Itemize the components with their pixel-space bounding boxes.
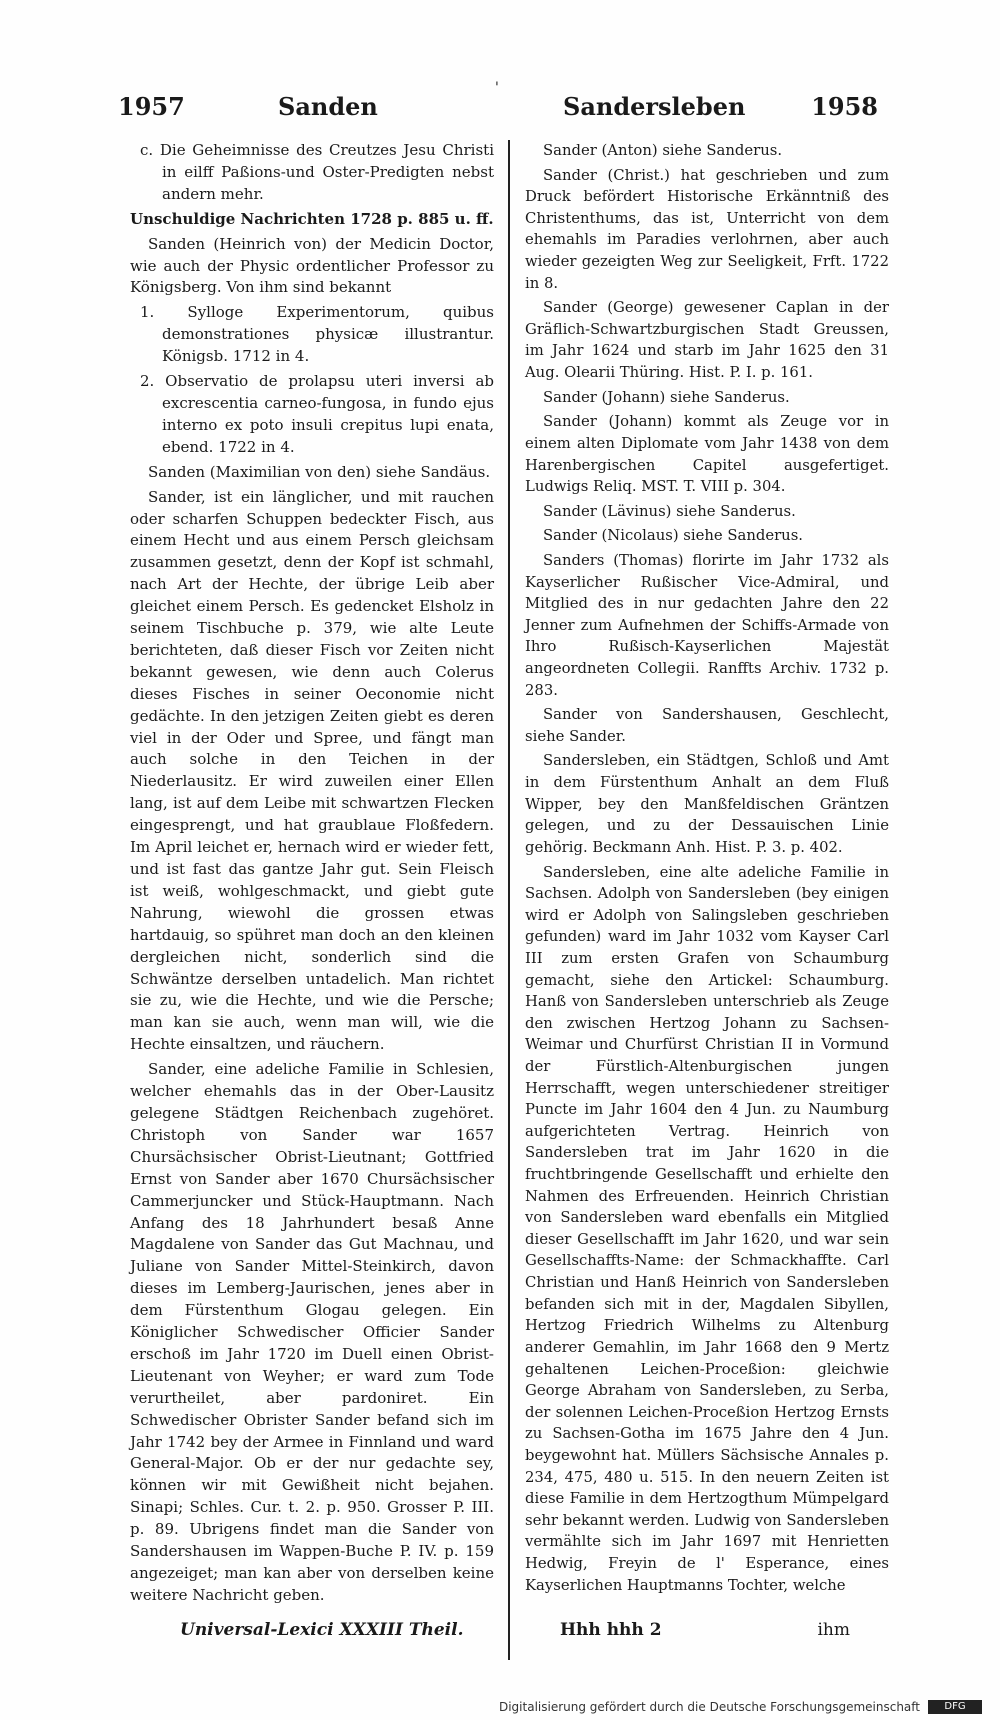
paragraph: Sander (Johann) kommt als Zeuge vor in einem alten Diplomate vom Jahr 1438 von dem Harenbergischen Capitel ausgefertiget. Ludwigs Reliq. MST. T. VIII p. 304. bbox=[525, 413, 889, 496]
paragraph: Sander (Anton) siehe Sanderus. bbox=[543, 142, 783, 159]
page-mark: ' bbox=[495, 80, 499, 96]
paragraph: Unschuldige Nachrichten 1728 p. 885 u. ff. bbox=[130, 209, 494, 228]
paragraph: Sanders (Thomas) florirte im Jahr 1732 als Kayserlicher Rußischer Vice-Admiral, und Mitglied des in nur gedachten Jahre den 22 Jenner zum Aufnehmen der Schiffs-Armade von Ihro Rußisch-Kayserlichen Majestät angeordneten Collegii. Ranffts Archiv. 1732 p. 283. bbox=[525, 551, 889, 699]
digitization-credit: Digitalisierung gefördert durch die Deutsche Forschungsgemeinschaft bbox=[498, 1700, 920, 1714]
paragraph: c. Die Geheimnisse des Creutzes Jesu Christi in eilff Paßions-und Oster-Predigten nebst andern mehr. bbox=[140, 141, 494, 203]
paragraph: Sander (Nicolaus) siehe Sanderus. bbox=[543, 527, 803, 545]
footer-volume: Universal-Lexici XXXIII Theil. bbox=[180, 1620, 464, 1640]
right-headword: Sandersleben bbox=[563, 92, 746, 121]
paragraph: 2. Observatio de prolapsu uteri inversi ab excrescentia carneo-fungosa, in fundo ejus interno ex poto insuli crepitus lupi enata, ebend. 1722 in 4. bbox=[140, 372, 494, 456]
signature-mark: Hhh hhh 2 bbox=[560, 1620, 662, 1640]
paragraph: Sander (Johann) siehe Sanderus. bbox=[543, 388, 790, 406]
paragraph: 1. Sylloge Experimentorum, quibus demonstrationes physicæ illustrantur. Königsb. 1712 in 4. bbox=[140, 303, 494, 366]
left-headword: Sanden bbox=[278, 92, 378, 121]
left-column bbox=[130, 140, 494, 1610]
paragraph: Sander (Lävinus) siehe Sanderus. bbox=[543, 502, 796, 520]
paragraph: Sander von Sandershausen, Geschlecht, siehe Sander. bbox=[525, 706, 889, 745]
paragraph: Sander, ist ein länglicher, und mit rauchen oder scharfen Schuppen bedeckter Fisch, aus einem Hecht und aus einem Persch gleichsam zusammen gesetzt, denn der Kopf ist schmahl, nach Art der Hechte, der übrige Leib aber gleichet einem Persch. Es gedencket Elsholz in seinem Tischbuche p. 379, wie alte Leute berichteten, daß dieser Fisch vor Zeiten nicht bekannt gewesen, wie denn auch Colerus dieses Fisches in seiner Oeconomie nicht gedächte. In den jetzigen Zeiten giebt es deren viel in der Oder und Spree, und fängt man auch solche in den Teichen in der Niederlausitz. Er wird zuweilen einer Ellen lang, ist auf dem Leibe mit schwartzen Flecken eingesprengt, und hat graublaue Floßfedern. Im April leichet er, hernach wird er wieder fett, und ist fast das gantze Jahr gut. Sein Fleisch ist weiß, wohlgeschmackt, und giebt gute Nahrung, wiewohl die grossen etwas hartdauig, so spühret man doch an den kleinen dergleichen nicht, sonderlich sind die Schwäntze derselben untadelich. Man richtet sie zu, wie die Hechte, und wie die Persche; man kan sie auch, wenn man will, wie die Hechte einsaltzen, und räuchern. bbox=[130, 487, 494, 1054]
running-header bbox=[118, 92, 878, 132]
right-page-number: 1958 bbox=[811, 92, 878, 121]
page-footer bbox=[130, 1620, 890, 1650]
paragraph: Sanden (Heinrich von) der Medicin Doctor, wie auch der Physic ordentlicher Professor zu Königsberg. Von ihm sind bekannt bbox=[130, 234, 494, 297]
paragraph: Sander (Christ.) hat geschrieben und zum Druck befördert Historische Erkänntniß des Christenthums, das ist, Unterricht von dem ehemahls im Paradies verlohrnen, aber auch wieder gezeigten Weg zur Seeligkeit, Frft. 1722 in 8. bbox=[525, 166, 889, 292]
column-divider bbox=[508, 140, 510, 1660]
paragraph: Sandersleben, eine alte adeliche Familie in Sachsen. Adolph von Sandersleben (bey einigen wird er Adolph von Salingsleben geschrieben gefunden) ward im Jahr 1032 vom Kayser Carl III zum ersten Grafen von Schaumburg gemacht, siehe den Artickel: Schaumburg. Hanß von Sandersleben unterschrieb als Zeuge den zwischen Hertzog Johann zu Sachsen-Weimar und Churfürst Christian II in Vormund der Fürstlich-Altenburgischen jungen Herrschafft, wegen unterschiedener streitiger Puncte im Jahr 1604 den 4 Jun. zu Naumburg aufgerichteten Vertrag. Heinrich von Sandersleben trat im Jahr 1620 in die fruchtbringende Gesellschafft und erhielte den Nahmen des Erfreuenden. Heinrich Christian von Sandersleben ward ebenfalls ein Mitglied dieser Gesellschafft im Jahr 1620, und war sein Gesellschaffts-Name: der Schmackhaffte. Carl Christian und Hanß Heinrich von Sandersleben befanden sich mit in der, Magdalen Sibyllen, Hertzog Friedrich Wilhelms zu Altenburg anderer Gemahlin, im Jahr 1668 den 9 Mertz gehaltenen Leichen-Proceßion: gleichwie George Abraham von Sandersleben, zu Serba, der solennen Leichen-Proceßion Hertzog Ernsts zu Sachsen-Gotha im 1675 Jahre den 4 Jun. beygewohnt hat. Müllers Sächsische Annales p. 234, 475, 480 u. 515. In den neuern Zeiten ist diese Familie in dem Hertzogthum Mümpelgard sehr bekannt werden. Ludwig von Sandersleben vermählte sich im Jahr 1697 mit Henrietten Hedwig, Freyin de l' Esperance, eines Kayserlichen Hauptmanns Tochter, welche bbox=[525, 863, 889, 1594]
left-page-number: 1957 bbox=[118, 92, 185, 121]
catchword: ihm bbox=[817, 1620, 850, 1640]
dfg-logo: DFG bbox=[928, 1700, 982, 1714]
paragraph: Sander, eine adeliche Familie in Schlesien, welcher ehemahls das in der Ober-Lausitz gelegene Städtgen Reichenbach zugehöret. Christoph von Sander war 1657 Chursächsischer Obrist-Lieutnant; Gottfried Ernst von Sander aber 1670 Chursächsischer Cammerjuncker und Stück-Hauptmann. Nach Anfang des 18 Jahrhundert besaß Anne Magdalene von Sander das Gut Machnau, und Juliane von Sander Mittel-Steinkirch, davon dieses im Lemberg-Jaurischen, jenes aber in dem Fürstenthum Glogau gelegen. Ein Königlicher Schwedischer Officier Sander erschoß im Jahr 1720 im Duell einen Obrist-Lieutenant von Weyher; er ward zum Tode verurtheilet, aber pardoniret. Ein Schwedischer Obrister Sander befand sich im Jahr 1742 bey der Armee in Finnland und ward General-Major. Ob er der nur gedachte sey, können wir mit Gewißheit nicht bejahen. Sinapi; Schles. Cur. t. 2. p. 950. Grosser P. III. p. 89. Ubrigens findet man die Sander von Sandershausen im Wappen-Buche P. IV. p. 159 angezeiget; man kan aber von derselben keine weitere Nachricht geben. bbox=[130, 1060, 494, 1604]
paragraph: Sander (George) gewesener Caplan in der Gräflich-Schwartzburgischen Stadt Greussen, im Jahr 1624 und starb im Jahr 1625 den 31 Aug. Olearii Thüring. Hist. P. I. p. 161. bbox=[525, 299, 889, 382]
right-column bbox=[525, 140, 889, 1599]
paragraph: Sandersleben, ein Städtgen, Schloß und Amt in dem Fürstenthum Anhalt an dem Fluß Wipper, bey den Manßfeldischen Gräntzen gelegen, und zu der Dessauischen Linie gehörig. Beckmann Anh. Hist. P. 3. p. 402. bbox=[525, 752, 889, 856]
paragraph: Sanden (Maximilian von den) siehe Sandäus. bbox=[148, 462, 491, 481]
